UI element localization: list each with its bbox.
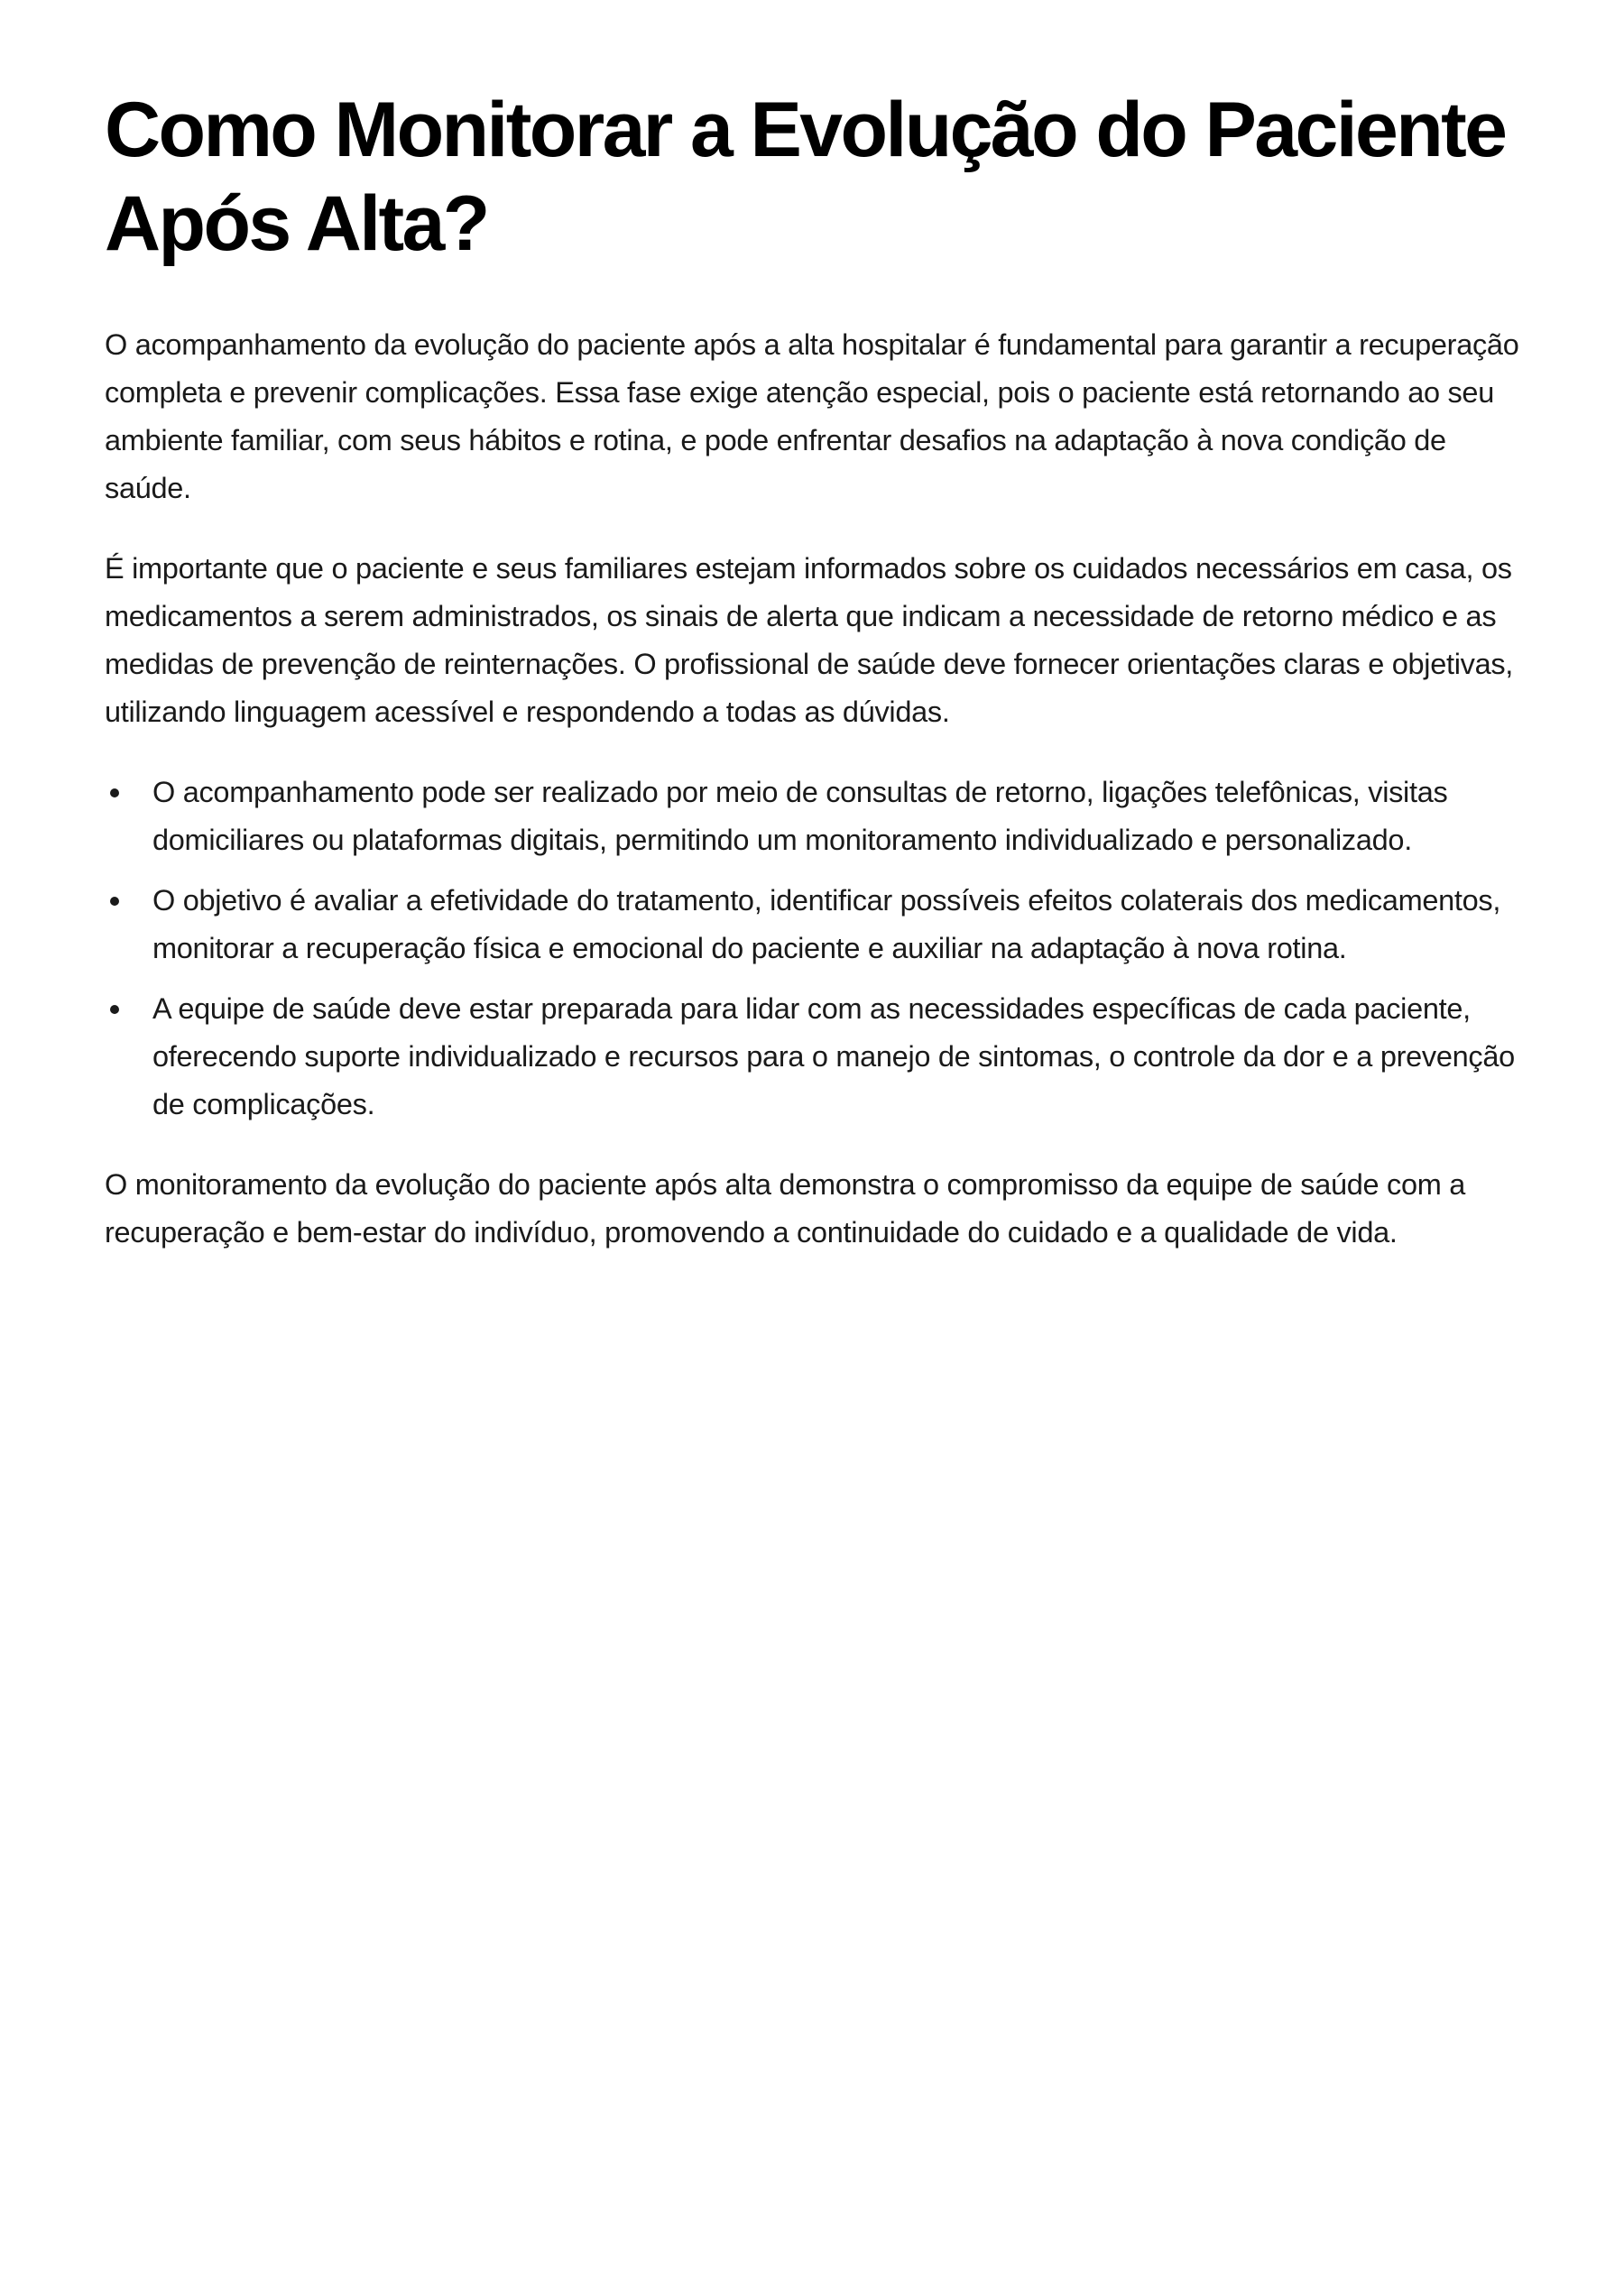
list-item — [105, 769, 1530, 864]
paragraph-closing: O monitoramento da evolução do paciente após alta demonstra o compromisso da equipe de saúde com a recuperação e bem-estar do indivíduo, promovendo a continuidade do cuidado e a qualidade de vida. — [105, 1168, 1466, 1249]
page-title: Como Monitorar a Evolução do Paciente Após Alta? — [105, 87, 1506, 267]
list-item-text: A equipe de saúde deve estar preparada para lidar com as necessidades específicas de cada paciente, oferecendo suporte individualizado e recursos para o manejo de sintomas, o controle da dor e a prevenção de complicações. — [152, 992, 1515, 1120]
bullet-list — [105, 769, 1530, 1129]
list-item — [105, 877, 1530, 972]
document-body — [105, 321, 1530, 1257]
paragraph-intro: O acompanhamento da evolução do paciente após a alta hospitalar é fundamental para garantir a recuperação completa e prevenir complicações. Essa fase exige atenção especial, pois o paciente está retornando ao seu ambiente familiar, com seus hábitos e rotina, e pode enfrentar desafios na adaptação à nova condição de saúde. — [105, 328, 1519, 504]
list-item — [105, 985, 1530, 1129]
bullet-icon — [110, 1005, 119, 1014]
list-item-text: O acompanhamento pode ser realizado por meio de consultas de retorno, ligações telefônicas, visitas domiciliares ou plataformas digitais, permitindo um monitoramento individualizado e personalizado. — [152, 776, 1448, 856]
document-page — [105, 83, 1530, 1289]
paragraph-guidance: É importante que o paciente e seus familiares estejam informados sobre os cuidados necessários em casa, os medicamentos a serem administrados, os sinais de alerta que indicam a necessidade de retorno médico e as medidas de prevenção de reinternações. O profissional de saúde deve fornecer orientações claras e objetivas, utilizando linguagem acessível e respondendo a todas as dúvidas. — [105, 552, 1514, 728]
bullet-icon — [110, 897, 119, 906]
list-item-text: O objetivo é avaliar a efetividade do tratamento, identificar possíveis efeitos colaterais dos medicamentos, monitorar a recuperação física e emocional do paciente e auxiliar na adaptação à nova rotina. — [152, 884, 1501, 964]
bullet-icon — [110, 788, 119, 797]
